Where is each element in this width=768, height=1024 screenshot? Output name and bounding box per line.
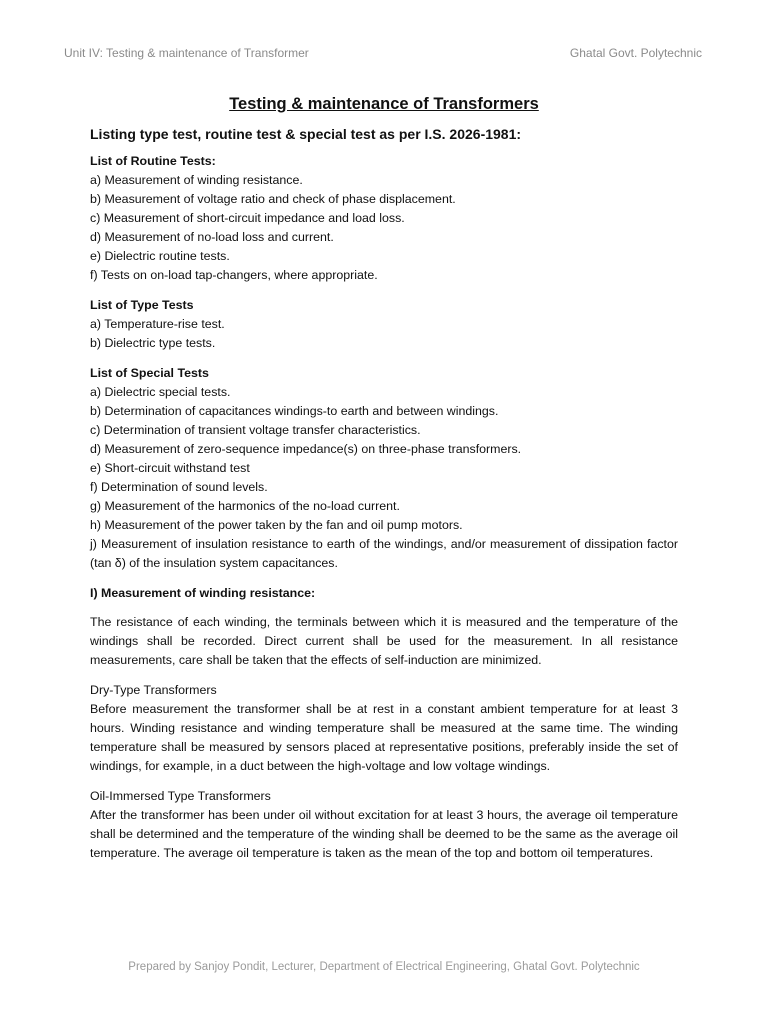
oil-immersed-text: After the transformer has been under oil without excitation for at least 3 hours, the average oil temperature shall be determined and the temperature of the winding shall be deemed to be the same as the average oil temperature. The average oil temperature is taken as the mean of the top and bottom oil temperatures. (90, 808, 678, 860)
list-item: f) Tests on on-load tap-changers, where appropriate. (90, 268, 378, 282)
oil-immersed-section (90, 787, 678, 863)
page-header (64, 46, 702, 60)
header-unit-title: Unit IV: Testing & maintenance of Transformer (64, 46, 309, 60)
type-tests-list (90, 296, 678, 353)
list-item: e) Dielectric routine tests. (90, 249, 230, 263)
dry-type-section (90, 681, 678, 776)
page-footer: Prepared by Sanjoy Pondit, Lecturer, Department of Electrical Engineering, Ghatal Govt. Polytechnic (128, 961, 640, 973)
list-item: b) Determination of capacitances windings-to earth and between windings. (90, 404, 499, 418)
section-winding-resistance-title: I) Measurement of winding resistance: (90, 586, 316, 600)
header-institution: Ghatal Govt. Polytechnic (569, 46, 702, 60)
document-subtitle: Listing type test, routine test & special test as per I.S. 2026-1981: (90, 126, 522, 142)
dry-type-text: Before measurement the transformer shall be at rest in a constant ambient temperature for at least 3 hours. Winding resistance and winding temperature shall be measured at the same time. The winding temperature shall be measured by sensors placed at representative positions, preferably inside the set of windings, for example, in a duct between the high-voltage and low voltage windings. (90, 702, 678, 773)
routine-tests-heading: List of Routine Tests: (90, 154, 216, 168)
dry-type-heading: Dry-Type Transformers (90, 683, 217, 697)
list-item: c) Measurement of short-circuit impedance and load loss. (90, 211, 405, 225)
document-body (90, 93, 678, 874)
list-item: a) Measurement of winding resistance. (90, 173, 303, 187)
type-tests-heading: List of Type Tests (90, 298, 194, 312)
list-item: j) Measurement of insulation resistance to earth of the windings, and/or measurement of dissipation factor (tan δ) of the insulation system capacitances. (90, 537, 678, 570)
list-item: h) Measurement of the power taken by the fan and oil pump motors. (90, 518, 463, 532)
list-item: d) Measurement of zero-sequence impedance(s) on three-phase transformers. (90, 442, 522, 456)
special-tests-list (90, 364, 678, 573)
list-item: b) Dielectric type tests. (90, 336, 216, 350)
list-item: e) Short-circuit withstand test (90, 461, 250, 475)
routine-tests-list (90, 152, 678, 285)
list-item: a) Dielectric special tests. (90, 385, 231, 399)
list-item: c) Determination of transient voltage transfer characteristics. (90, 423, 421, 437)
document-title: Testing & maintenance of Transformers (229, 95, 539, 113)
oil-immersed-heading: Oil-Immersed Type Transformers (90, 789, 271, 803)
list-item: d) Measurement of no-load loss and current. (90, 230, 334, 244)
winding-resistance-intro: The resistance of each winding, the terminals between which it is measured and the temperature of the windings shall be recorded. Direct current shall be used for the measurement. In all resistance measurements, care shall be taken that the effects of self-induction are minimized. (90, 615, 678, 667)
list-item: g) Measurement of the harmonics of the no-load current. (90, 499, 400, 513)
list-item: b) Measurement of voltage ratio and check of phase displacement. (90, 192, 456, 206)
list-item: a) Temperature-rise test. (90, 317, 225, 331)
special-tests-heading: List of Special Tests (90, 366, 209, 380)
list-item: f) Determination of sound levels. (90, 480, 268, 494)
